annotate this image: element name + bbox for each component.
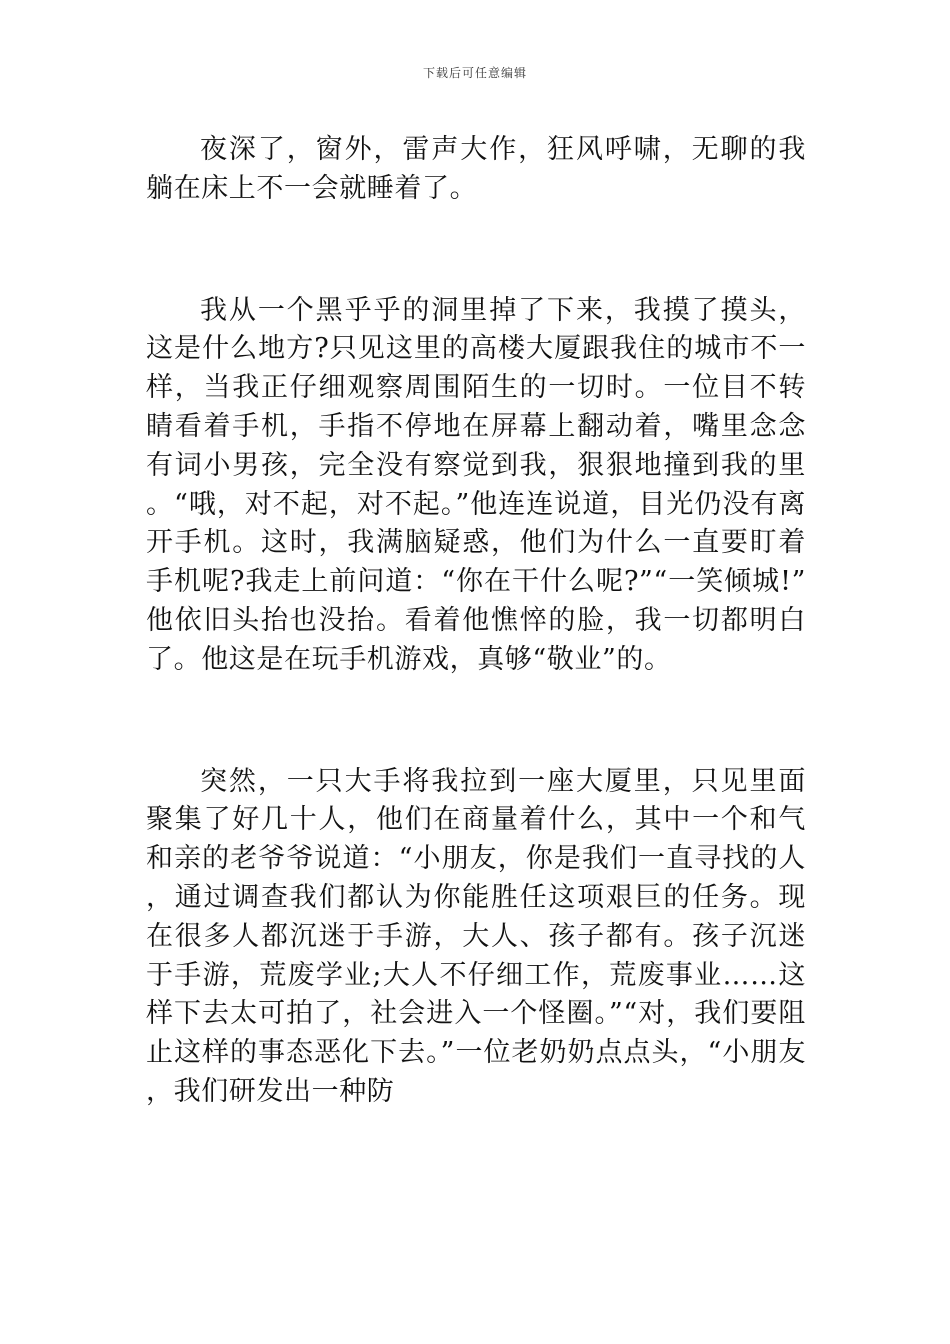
paragraph-3: 突然，一只大手将我拉到一座大厦里，只见里面聚集了好几十人，他们在商量着什么，其中一个和气和亲的老爷爷说道：“小朋友，你是我们一直寻找的人，通过调查我们都认为你能胜任这项艰巨的任务。现在很多人都沉迷于手游，大人、孩子都有。孩子沉迷于手游，荒废学业;大人不仔细工作，荒废事业……这样下去太可拍了，社会进入一个怪圈。”“对，我们要阻止这样的事态恶化下去。”一位老奶奶点点头，“小朋友，我们研发出一种防 — [146, 765, 806, 1107]
paragraph-1: 夜深了，窗外，雷声大作，狂风呼啸，无聊的我躺在床上不一会就睡着了。 — [146, 134, 806, 204]
paragraph-2: 我从一个黑乎乎的洞里掉了下来，我摸了摸头，这是什么地方?只见这里的高楼大厦跟我住的城市不一样，当我正仔细观察周围陌生的一切时。一位目不转睛看着手机，手指不停地在屏幕上翻动着，嘴里念念有词小男孩，完全没有察觉到我，狠狠地撞到我的里。“哦，对不起，对不起。”他连连说道，目光仍没有离开手机。这时，我满脑疑惑，他们为什么一直要盯着手机呢?我走上前问道：“你在干什么呢?”“一笑倾城!”他依旧头抬也没抬。看着他憔悴的脸，我一切都明白了。他这是在玩手机游戏，真够“敬业”的。 — [146, 294, 806, 675]
document-body — [146, 131, 806, 1195]
page-header: 下载后可任意编辑 — [422, 66, 527, 80]
